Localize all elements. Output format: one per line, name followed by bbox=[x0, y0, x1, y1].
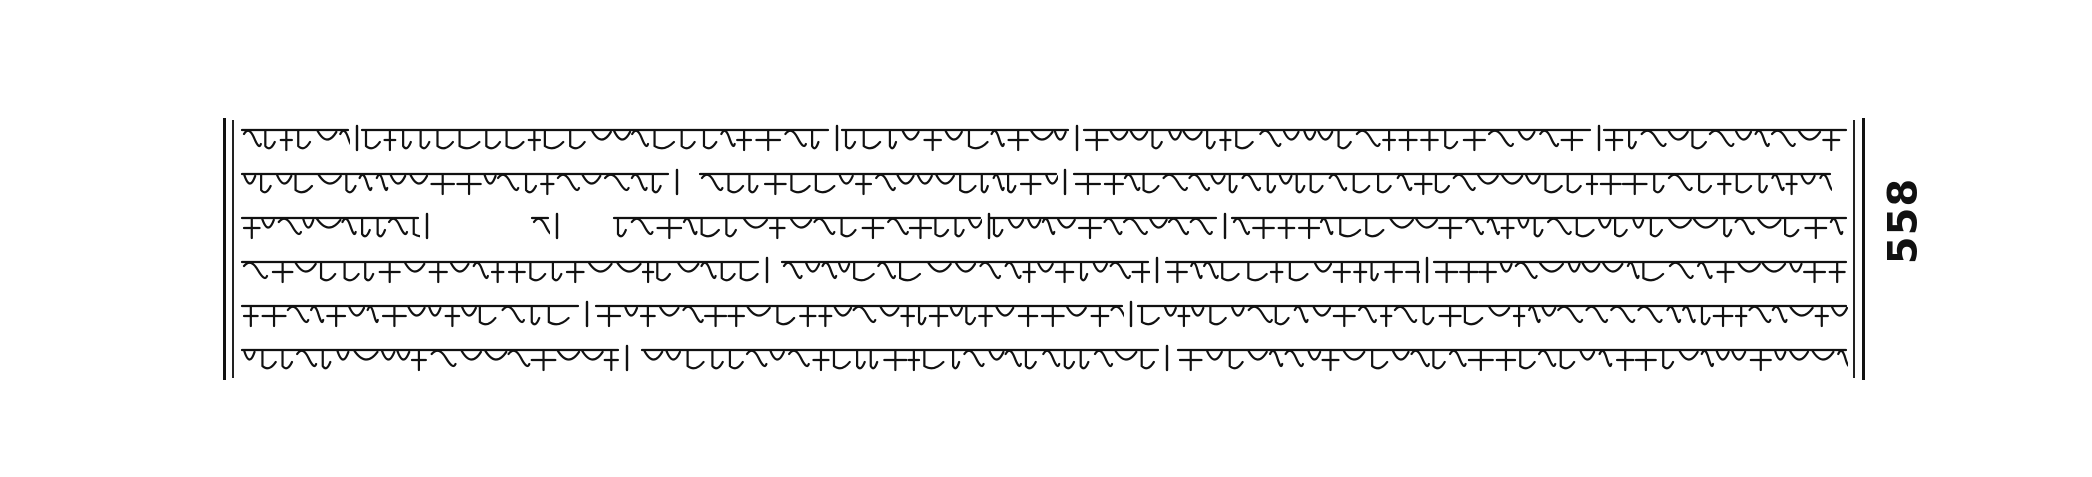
script-line-1 bbox=[240, 118, 1848, 158]
folio-number bbox=[1868, 177, 1938, 265]
script-segment bbox=[640, 344, 1160, 372]
script-segment bbox=[594, 300, 1124, 328]
folio-number-text: 558 bbox=[1880, 177, 1926, 265]
shad-mark bbox=[1220, 210, 1230, 242]
script-segment bbox=[1230, 212, 1848, 240]
script-segment bbox=[698, 168, 1058, 196]
script-line-5 bbox=[240, 294, 1848, 334]
shad-mark bbox=[672, 166, 682, 198]
shad-mark bbox=[1162, 342, 1172, 374]
shad-mark bbox=[1422, 254, 1432, 286]
script-segment bbox=[1602, 124, 1848, 152]
script-segment bbox=[1164, 256, 1420, 284]
script-segment bbox=[360, 124, 830, 152]
script-segment bbox=[240, 300, 580, 328]
script-segment bbox=[840, 124, 1070, 152]
left-frame-inner-rule bbox=[232, 120, 234, 378]
script-segment bbox=[530, 212, 550, 240]
script-segment bbox=[1136, 300, 1848, 328]
shad-mark bbox=[1072, 122, 1082, 154]
script-segment bbox=[988, 212, 1218, 240]
script-line-4 bbox=[240, 250, 1848, 290]
left-frame-rule bbox=[223, 118, 226, 380]
script-segment bbox=[1432, 256, 1848, 284]
shad-mark bbox=[552, 210, 562, 242]
script-segment bbox=[240, 168, 670, 196]
shad-mark bbox=[1060, 166, 1070, 198]
script-segment bbox=[1082, 124, 1592, 152]
shad-mark bbox=[422, 210, 432, 242]
script-segment bbox=[240, 256, 760, 284]
script-segment bbox=[1176, 344, 1848, 372]
script-line-3 bbox=[240, 206, 1848, 246]
script-line-6 bbox=[240, 338, 1848, 378]
shad-mark bbox=[1152, 254, 1162, 286]
script-segment bbox=[240, 212, 420, 240]
shad-mark bbox=[762, 254, 772, 286]
script-line-2 bbox=[240, 162, 1848, 202]
shad-mark bbox=[622, 342, 632, 374]
right-frame-inner-rule bbox=[1853, 120, 1855, 378]
right-frame-rule bbox=[1862, 118, 1865, 380]
script-segment bbox=[780, 256, 1150, 284]
script-segment bbox=[240, 124, 350, 152]
script-segment bbox=[612, 212, 982, 240]
script-segment bbox=[240, 344, 620, 372]
script-segment bbox=[1072, 168, 1832, 196]
shad-mark bbox=[582, 298, 592, 330]
text-block bbox=[240, 118, 1848, 380]
shad-mark bbox=[1126, 298, 1136, 330]
